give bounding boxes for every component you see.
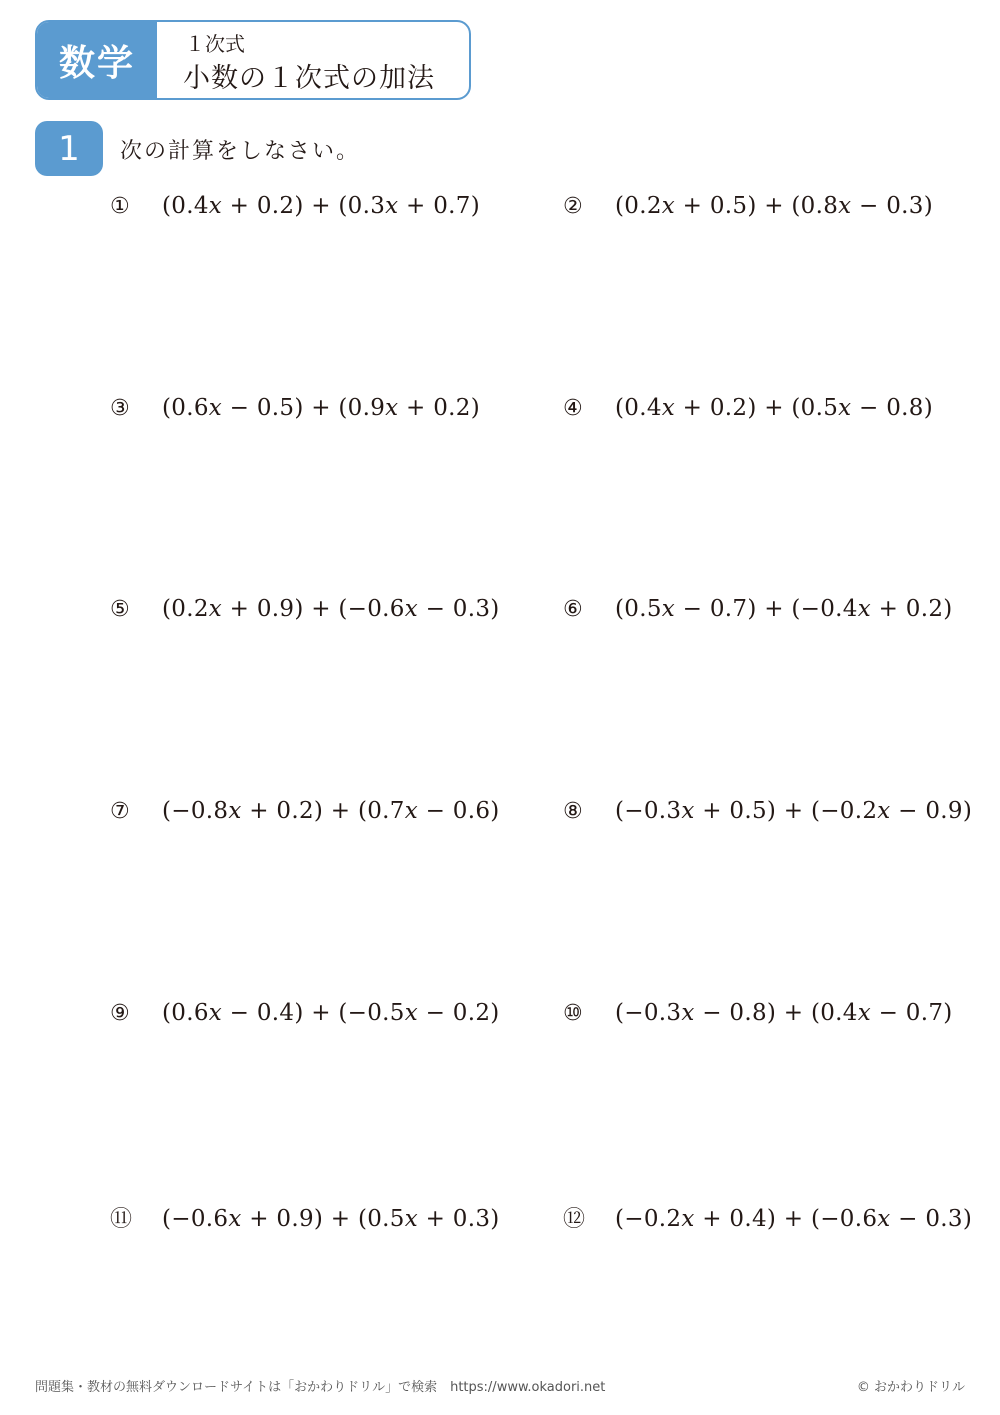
variable-x: x bbox=[681, 1000, 695, 1026]
footer-copyright: © おかわりドリル bbox=[856, 1380, 965, 1395]
variable-x: x bbox=[681, 1206, 695, 1232]
question-instruction: 次の計算をしなさい。 bbox=[120, 139, 361, 164]
problem-expression: (0.4x + 0.2) + (0.5x − 0.8) bbox=[615, 395, 933, 421]
subject-label: 数学 bbox=[37, 22, 157, 98]
problem-expression: (0.6x − 0.5) + (0.9x + 0.2) bbox=[162, 395, 480, 421]
problem-number: ⑥ bbox=[563, 597, 583, 622]
variable-x: x bbox=[228, 1206, 242, 1232]
variable-x: x bbox=[385, 193, 399, 219]
problem-expression: (−0.2x + 0.4) + (−0.6x − 0.3) bbox=[615, 1206, 973, 1232]
problem-expression: (0.2x + 0.5) + (0.8x − 0.3) bbox=[615, 193, 933, 219]
variable-x: x bbox=[838, 193, 852, 219]
variable-x: x bbox=[661, 193, 676, 219]
problem-number: ⑦ bbox=[110, 799, 130, 824]
problem-expression: (0.4x + 0.2) + (0.3x + 0.7) bbox=[162, 193, 480, 219]
problem-expression: (−0.8x + 0.2) + (0.7x − 0.6) bbox=[162, 798, 500, 824]
footer-site-note: 問題集・教材の無料ダウンロードサイトは「おかわりドリル」で検索 https://www.okadori.net bbox=[35, 1380, 606, 1395]
variable-x: x bbox=[661, 395, 676, 421]
problem-item bbox=[110, 193, 480, 219]
problem-item bbox=[563, 1202, 972, 1233]
variable-x: x bbox=[404, 1000, 418, 1026]
variable-x: x bbox=[877, 798, 891, 824]
variable-x: x bbox=[404, 1206, 418, 1232]
problem-expression: (0.5x − 0.7) + (−0.4x + 0.2) bbox=[615, 596, 953, 622]
problem-item bbox=[110, 798, 500, 824]
problem-expression: (−0.3x + 0.5) + (−0.2x − 0.9) bbox=[615, 798, 973, 824]
question-number-badge: 1 bbox=[35, 121, 103, 176]
problem-item bbox=[563, 395, 933, 421]
variable-x: x bbox=[208, 1000, 223, 1026]
variable-x: x bbox=[661, 596, 676, 622]
problem-item bbox=[563, 193, 933, 219]
variable-x: x bbox=[208, 193, 223, 219]
variable-x: x bbox=[857, 1000, 871, 1026]
problem-number: ⑪ bbox=[110, 1207, 133, 1232]
problem-number: ⑤ bbox=[110, 597, 130, 622]
problem-item bbox=[563, 596, 953, 622]
problem-item bbox=[110, 395, 480, 421]
problem-item bbox=[110, 1000, 500, 1026]
problem-item bbox=[110, 1202, 500, 1233]
problem-expression: (0.2x + 0.9) + (−0.6x − 0.3) bbox=[162, 596, 500, 622]
variable-x: x bbox=[208, 395, 223, 421]
variable-x: x bbox=[877, 1206, 891, 1232]
variable-x: x bbox=[208, 596, 223, 622]
problem-number: ① bbox=[110, 194, 130, 219]
problem-number: ⑩ bbox=[563, 1001, 583, 1026]
variable-x: x bbox=[857, 596, 871, 622]
variable-x: x bbox=[404, 596, 418, 622]
problem-expression: (−0.6x + 0.9) + (0.5x + 0.3) bbox=[162, 1206, 500, 1232]
unit-name: １次式 bbox=[185, 32, 245, 56]
variable-x: x bbox=[404, 798, 418, 824]
problem-item bbox=[563, 798, 972, 824]
problem-number: ② bbox=[563, 194, 583, 219]
variable-x: x bbox=[385, 395, 399, 421]
problem-number: ③ bbox=[110, 396, 130, 421]
problem-expression: (−0.3x − 0.8) + (0.4x − 0.7) bbox=[615, 1000, 953, 1026]
problem-item bbox=[110, 596, 500, 622]
page-title: 小数の１次式の加法 bbox=[183, 63, 435, 94]
problem-number: ⑫ bbox=[563, 1207, 586, 1232]
variable-x: x bbox=[228, 798, 242, 824]
problem-number: ④ bbox=[563, 396, 583, 421]
problem-number: ⑨ bbox=[110, 1001, 130, 1026]
problem-item bbox=[563, 1000, 953, 1026]
problem-number: ⑧ bbox=[563, 799, 583, 824]
variable-x: x bbox=[838, 395, 852, 421]
variable-x: x bbox=[681, 798, 695, 824]
problem-expression: (0.6x − 0.4) + (−0.5x − 0.2) bbox=[162, 1000, 500, 1026]
